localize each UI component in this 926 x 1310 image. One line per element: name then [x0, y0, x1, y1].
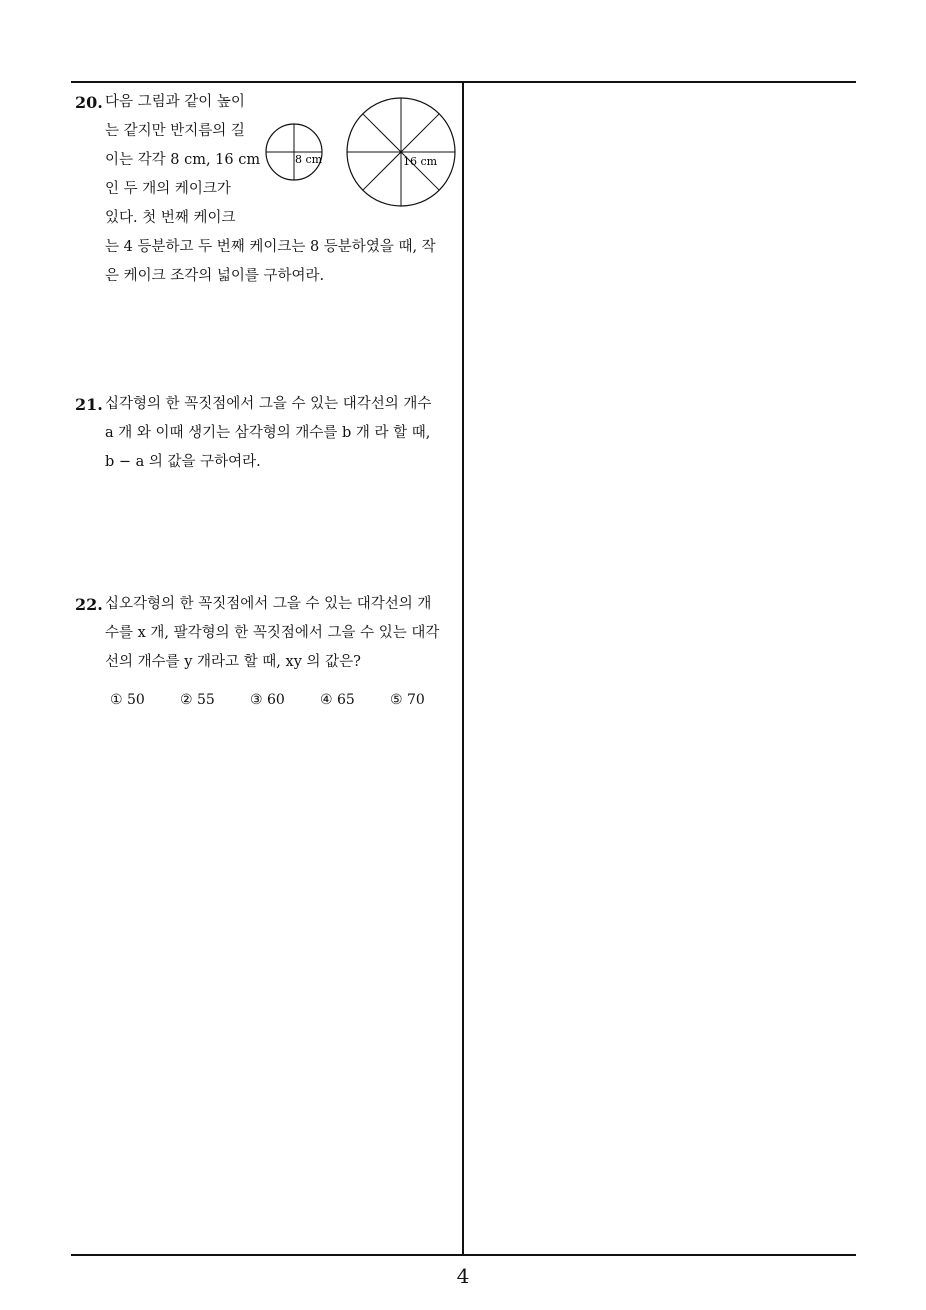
problem-21: [75, 390, 460, 480]
problem-text-line: 수를 x 개, 팔각형의 한 꼭짓점에서 그을 수 있는 대각: [105, 625, 440, 641]
choice-3[interactable]: ③ 60: [250, 692, 285, 708]
column-divider: [462, 81, 464, 1256]
problem-text-line: 있다. 첫 번째 케이크: [105, 210, 236, 226]
large-radius-label: 16 cm: [403, 155, 438, 168]
problem-number: 21.: [75, 395, 103, 414]
problem-text-line: 는 4 등분하고 두 번째 케이크는 8 등분하였을 때, 작: [105, 239, 436, 255]
cake-figure: [265, 95, 460, 210]
problem-text-line: 은 케이크 조각의 넓이를 구하여라.: [105, 268, 325, 284]
small-cake: [266, 124, 323, 180]
problem-text-line: 선의 개수를 y 개라고 할 때, xy 의 값은?: [105, 654, 361, 670]
bottom-rule: [71, 1254, 856, 1256]
problem-text-line: 는 같지만 반지름의 길: [105, 123, 245, 139]
choice-2[interactable]: ② 55: [180, 692, 215, 708]
problem-text-line: 십각형의 한 꼭짓점에서 그을 수 있는 대각선의 개수: [105, 396, 432, 412]
choice-4[interactable]: ④ 65: [320, 692, 355, 708]
page-number: 4: [456, 1264, 470, 1288]
problem-number: 20.: [75, 93, 103, 112]
problem-text-line: 인 두 개의 케이크가: [105, 181, 231, 197]
choice-1[interactable]: ① 50: [110, 692, 145, 708]
problem-number: 22.: [75, 595, 103, 614]
problem-text-line: a 개 와 이때 생기는 삼각형의 개수를 b 개 라 할 때,: [105, 425, 431, 441]
choice-5[interactable]: ⑤ 70: [390, 692, 425, 708]
large-cake: [347, 98, 455, 206]
small-radius-label: 8 cm: [295, 153, 323, 166]
problem-text-line: 십오각형의 한 꼭짓점에서 그을 수 있는 대각선의 개: [105, 596, 432, 612]
problem-text-line: 다음 그림과 같이 높이: [105, 94, 245, 110]
problem-text-line: b − a 의 값을 구하여라.: [105, 454, 261, 470]
problem-text-line: 이는 각각 8 cm, 16 cm: [105, 152, 261, 168]
